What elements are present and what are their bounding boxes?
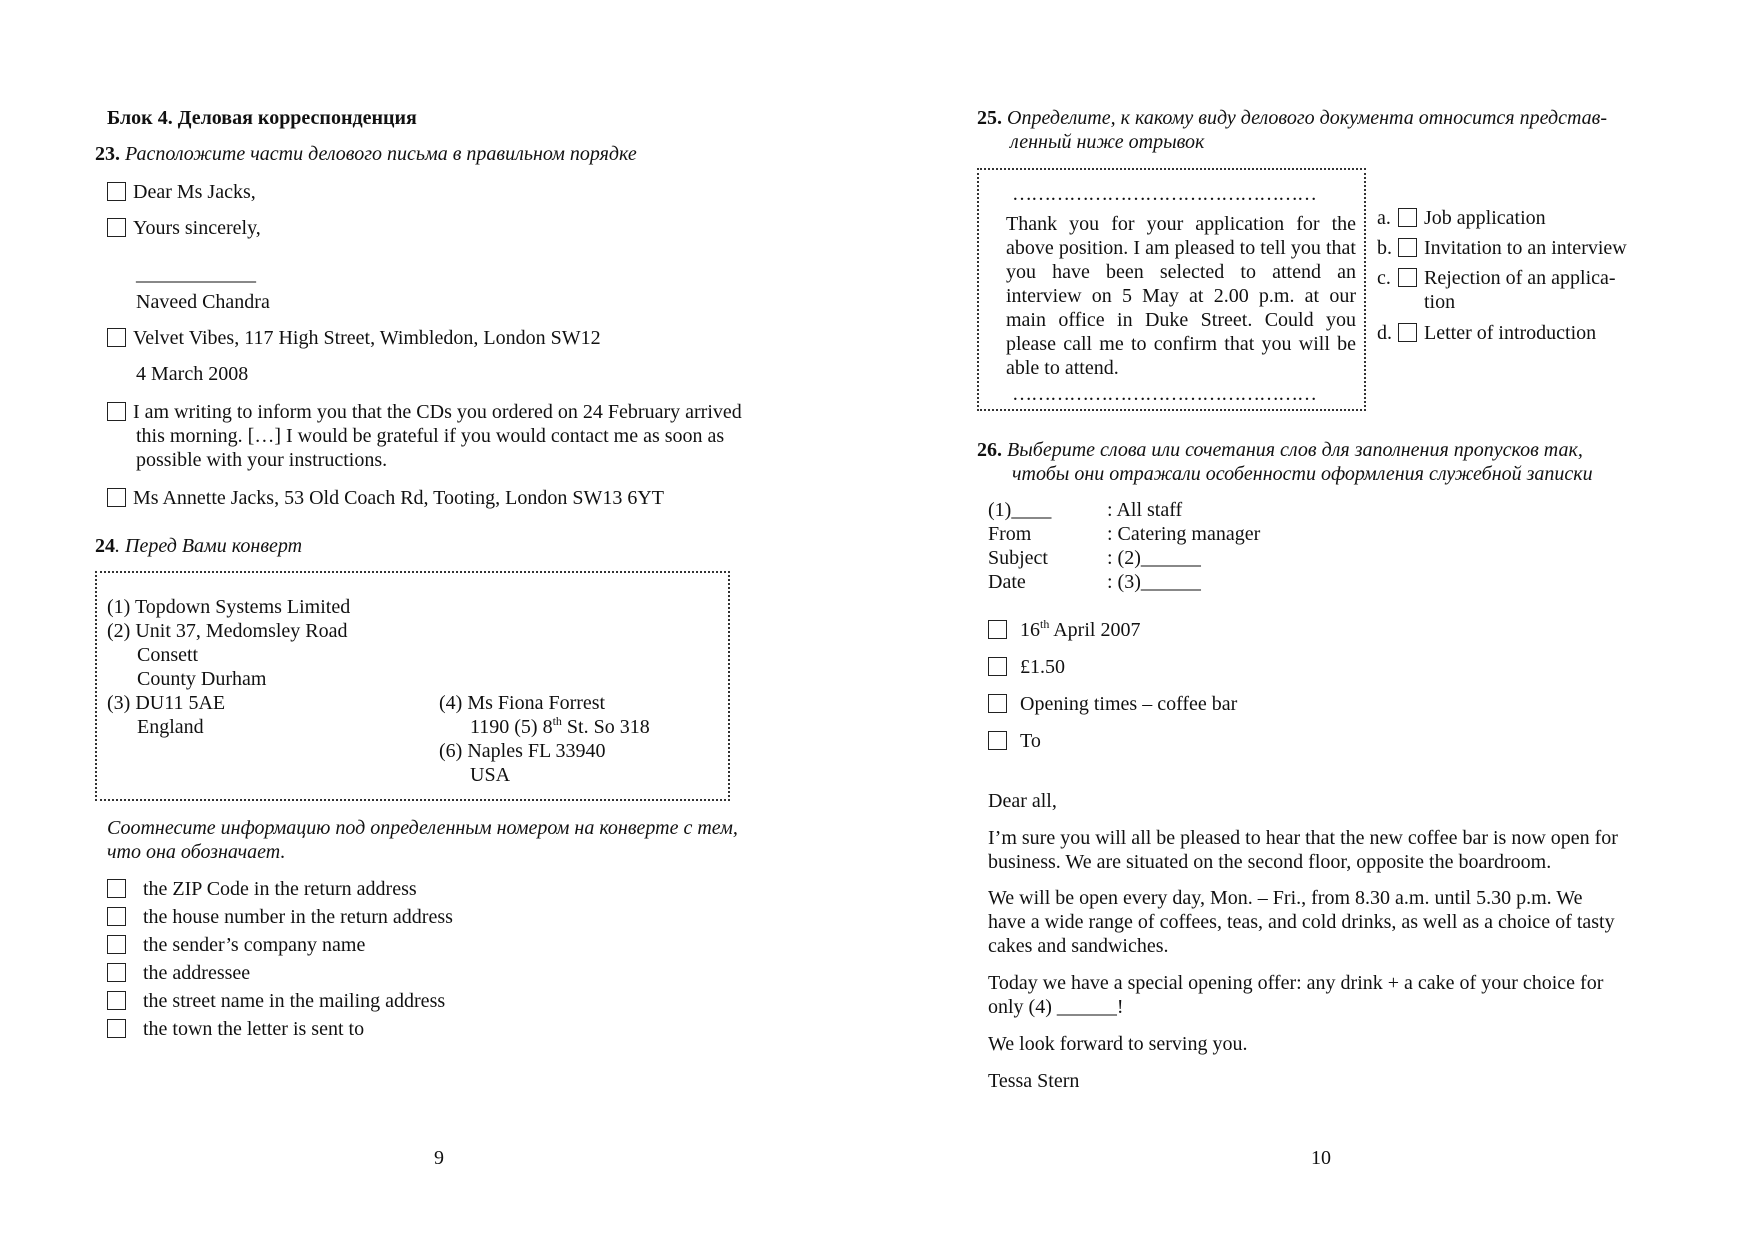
recipient-2-a: 1190 (5) 8 [470, 716, 553, 738]
q26-choice-4: To [1020, 730, 1041, 752]
q24-option-1: the ZIP Code in the return address [143, 878, 417, 900]
q26-checkbox-1[interactable] [988, 620, 1007, 639]
q26-number: 26. [977, 439, 1002, 461]
memo-value-2: : Catering manager [1107, 523, 1261, 545]
q25-checkbox-a[interactable] [1398, 208, 1417, 227]
envelope-line-2: (2) Unit 37, Medomsley Road [107, 620, 348, 642]
memo-key-3: Subject [988, 547, 1048, 569]
q25-option-a-letter: a. [1377, 207, 1391, 229]
memo-key-1: (1)____ [988, 499, 1052, 521]
memo-para-3-line-1: Today we have a special opening offer: any drink + a cake of your choice for [988, 972, 1604, 994]
memo-para-2-line-3: cakes and sandwiches. [988, 935, 1169, 957]
q25-option-c-2: tion [1424, 291, 1456, 313]
q25-option-c-letter: c. [1377, 267, 1391, 289]
memo-para-4: We look forward to serving you. [988, 1033, 1248, 1055]
q23-item-2: Yours sincerely, [133, 217, 261, 239]
choice-1-sup: th [1040, 617, 1050, 631]
q26-choice-3: Opening times – coffee bar [1020, 693, 1238, 715]
q23-checkbox-2[interactable] [107, 218, 126, 237]
q24-checkbox-4[interactable] [107, 963, 126, 982]
q26-checkbox-4[interactable] [988, 731, 1007, 750]
q23-instruction: Расположите части делового письма в правильном порядке [125, 143, 637, 165]
memo-key-4: Date [988, 571, 1026, 593]
choice-1-a: 16 [1020, 619, 1040, 641]
q25-option-c-1: Rejection of an applica- [1424, 267, 1616, 289]
envelope-line-5: (3) DU11 5AE [107, 692, 226, 714]
q26-choice-2: £1.50 [1020, 656, 1065, 678]
q25-option-a: Job application [1424, 207, 1546, 229]
memo-para-2-line-2: have a wide range of coffees, teas, and cold drinks, as well as a choice of tasty [988, 911, 1615, 933]
signature-line: ____________ [136, 263, 256, 285]
q23-checkbox-3[interactable] [107, 328, 126, 347]
letter-date: 4 March 2008 [136, 363, 249, 385]
q24-option-3: the sender’s company name [143, 934, 366, 956]
page-number-right: 10 [1311, 1147, 1331, 1169]
q23-heading [95, 142, 637, 166]
q24-match-instruction-2: что она обозначает. [107, 841, 286, 863]
memo-value-1: : All staff [1107, 499, 1183, 521]
q23-checkbox-5[interactable] [107, 488, 126, 507]
page-number-left: 9 [434, 1147, 444, 1169]
block-title: Блок 4. Деловая корреспонденция [107, 107, 417, 129]
excerpt-dots-bottom: ………………………………………… [1012, 383, 1316, 405]
q25-instruction-2: ленный ниже отрывок [1010, 131, 1205, 153]
q25-checkbox-b[interactable] [1398, 238, 1417, 257]
excerpt-text: Thank you for your application for the above position. I am pleased to tell you that you have been selected to attend an interview on 5 May at 2.00 p.m. at our main office in Duke Street. Could you please call me to confirm that you will be able to attend. [1006, 213, 1356, 379]
q26-heading-line-1 [977, 438, 1583, 462]
choice-1-b: April 2007 [1049, 619, 1141, 641]
envelope-line-4: County Durham [137, 668, 267, 690]
excerpt-dots-top: ………………………………………… [1012, 183, 1316, 205]
q24-checkbox-5[interactable] [107, 991, 126, 1010]
recipient-2-b: St. So 318 [561, 716, 650, 738]
signature-name: Naveed Chandra [136, 291, 270, 313]
memo-greeting: Dear all, [988, 790, 1057, 812]
q24-checkbox-3[interactable] [107, 935, 126, 954]
q23-item-5: Ms Annette Jacks, 53 Old Coach Rd, Tooting, London SW13 6YT [133, 487, 664, 509]
q23-number: 23. [95, 143, 120, 165]
q24-option-6: the town the letter is sent to [143, 1018, 365, 1040]
q24-option-5: the street name in the mailing address [143, 990, 446, 1012]
q23-item-3: Velvet Vibes, 117 High Street, Wimbledon, London SW12 [133, 327, 601, 349]
q25-checkbox-d[interactable] [1398, 323, 1417, 342]
memo-para-1-line-1: I’m sure you will all be pleased to hear that the new coffee bar is now open for [988, 827, 1618, 849]
q25-heading-line-1 [977, 106, 1607, 130]
memo-value-3: : (2)______ [1107, 547, 1201, 569]
envelope-recipient-4: USA [470, 764, 511, 786]
memo-para-3-line-2: only (4) ______! [988, 996, 1124, 1018]
memo-value-4: : (3)______ [1107, 571, 1201, 593]
q26-instruction-2: чтобы они отражали особенности оформления служебной записки [1012, 463, 1593, 485]
q24-heading [95, 534, 302, 558]
q25-option-d: Letter of introduction [1424, 322, 1597, 344]
q24-match-instruction-1: Соотнесите информацию под определенным номером на конверте с тем, [107, 817, 738, 839]
q25-option-b-letter: b. [1377, 237, 1392, 259]
q23-checkbox-4[interactable] [107, 402, 126, 421]
q26-checkbox-3[interactable] [988, 694, 1007, 713]
q25-option-d-letter: d. [1377, 322, 1392, 344]
q25-option-b: Invitation to an interview [1424, 237, 1627, 259]
envelope-recipient-3: (6) Naples FL 33940 [439, 740, 606, 762]
memo-key-2: From [988, 523, 1032, 545]
q24-checkbox-6[interactable] [107, 1019, 126, 1038]
memo-para-1-line-2: business. We are situated on the second floor, opposite the boardroom. [988, 851, 1552, 873]
memo-signoff: Tessa Stern [988, 1070, 1080, 1092]
q23-item-4-line-3: possible with your instructions. [136, 449, 388, 471]
recipient-2-sup: th [552, 714, 562, 728]
envelope-line-6: England [137, 716, 204, 738]
q23-item-4-line-1: I am writing to inform you that the CDs you ordered on 24 February arrived [133, 401, 742, 423]
envelope-line-3: Consett [137, 644, 199, 666]
envelope-recipient-2 [470, 715, 650, 739]
q25-instruction-1: Определите, к какому виду делового документа относится представ- [1007, 107, 1607, 129]
q25-number: 25. [977, 107, 1002, 129]
q23-checkbox-1[interactable] [107, 182, 126, 201]
q26-choice-1 [1020, 618, 1140, 642]
memo-para-2-line-1: We will be open every day, Mon. – Fri., from 8.30 a.m. until 5.30 p.m. We [988, 887, 1583, 909]
q23-item-4-line-2: this morning. […] I would be grateful if you would contact me as soon as [136, 425, 725, 447]
q24-checkbox-1[interactable] [107, 879, 126, 898]
envelope-recipient-1: (4) Ms Fiona Forrest [439, 692, 606, 714]
q26-checkbox-2[interactable] [988, 657, 1007, 676]
q24-number: 24 [95, 535, 115, 557]
q23-item-1: Dear Ms Jacks, [133, 181, 256, 203]
q24-option-2: the house number in the return address [143, 906, 453, 928]
q24-option-4: the addressee [143, 962, 251, 984]
q26-instruction-1: Выберите слова или сочетания слов для заполнения пропусков так, [1007, 439, 1583, 461]
q24-checkbox-2[interactable] [107, 907, 126, 926]
envelope-line-1: (1) Topdown Systems Limited [107, 596, 351, 618]
q25-checkbox-c[interactable] [1398, 268, 1417, 287]
q24-instruction: . Перед Вами конверт [115, 535, 303, 557]
